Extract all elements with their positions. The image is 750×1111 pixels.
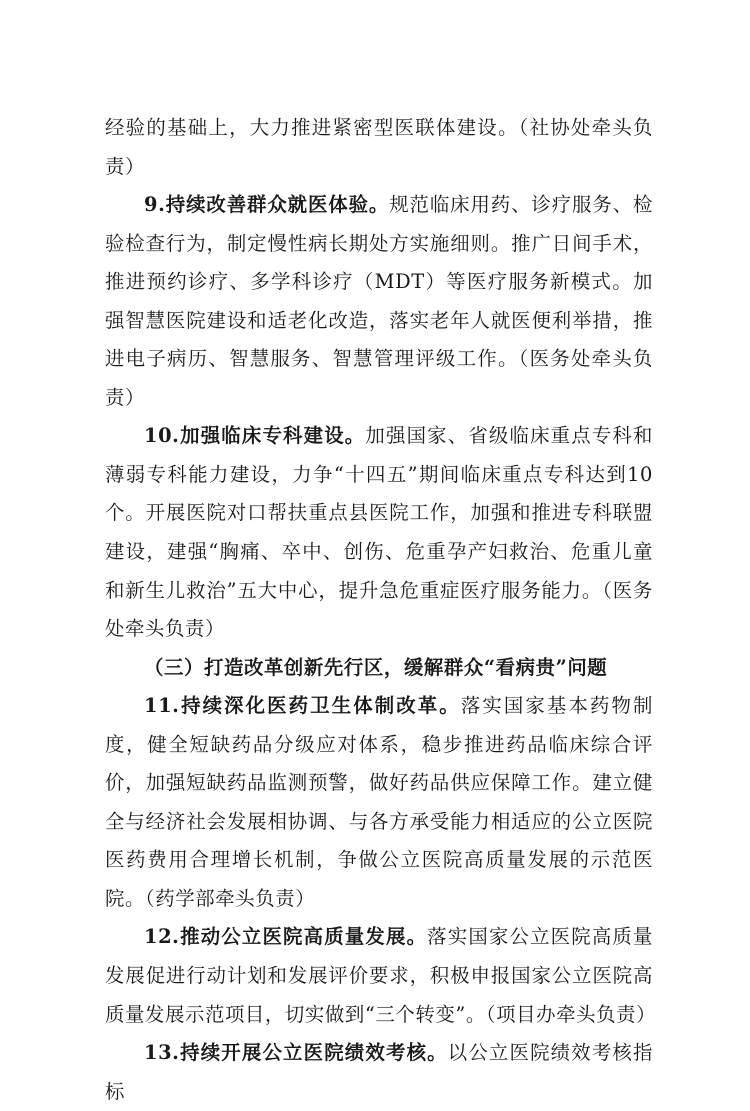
paragraph-text: 落实国家公立医院高质量发展促进行动计划和发展评价要求，积极申报国家公立医院高质量发展示范项目，切实做到“三个转变”。（项目办牵头负责） — [105, 925, 657, 1026]
paragraph-text: 规范临床用药、诊疗服务、检验检查行为，制定慢性病长期处方实施细则。推广日间手术，推进预约诊疗、多学科诊疗（MDT）等医疗服务新模式。加强智慧医院建设和适老化改造，落实老年人就医便利举措，推进电子病历、智慧服务、智慧管理评级工作。（医务处牵头负责） — [105, 193, 653, 409]
paragraph-item-10 — [105, 417, 653, 648]
paragraph-text: 经验的基础上，大力推进紧密型医联体建设。（社协处牵头负责） — [105, 116, 653, 178]
item-heading: 11.持续深化医药卫生体制改革。 — [144, 694, 461, 718]
item-heading: 9.持续改善群众就医体验。 — [144, 193, 390, 217]
paragraph-item-12 — [105, 918, 657, 1034]
item-heading: 10.加强临床专科建设。 — [144, 424, 366, 448]
paragraph-text: 以公立医院绩效考核指标 — [105, 1041, 653, 1103]
document-body — [105, 109, 657, 1111]
item-heading: 12.推动公立医院高质量发展。 — [144, 925, 428, 949]
section-heading: （三）打造改革创新先行区，缓解群众“看病贵”问题 — [144, 655, 608, 679]
paragraph-item-13 — [105, 1034, 653, 1111]
paragraph-text: 加强国家、省级临床重点专科和薄弱专科能力建设，力争“十四五”期间临床重点专科达到10个。开展医院对口帮扶重点县医院工作，加强和推进专科联盟建设，建强“胸痛、卒中、创伤、危重孕产妇救治、危重儿童和新生儿救治”五大中心，提升急危重症医疗服务能力。（医务处牵头负责） — [105, 424, 654, 641]
paragraph-continuation — [105, 109, 653, 186]
paragraph-item-9 — [105, 186, 653, 417]
item-heading: 13.持续开展公立医院绩效考核。 — [144, 1041, 448, 1065]
paragraph-item-11 — [105, 687, 653, 918]
paragraph-text: 落实国家基本药物制度，健全短缺药品分级应对体系，稳步推进药品临床综合评价，加强短缺药品监测预警，做好药品供应保障工作。建立健全与经济社会发展相协调、与各方承受能力相适应的公立医院医药费用合理增长机制，争做公立医院高质量发展的示范医院。（药学部牵头负责） — [105, 694, 653, 910]
